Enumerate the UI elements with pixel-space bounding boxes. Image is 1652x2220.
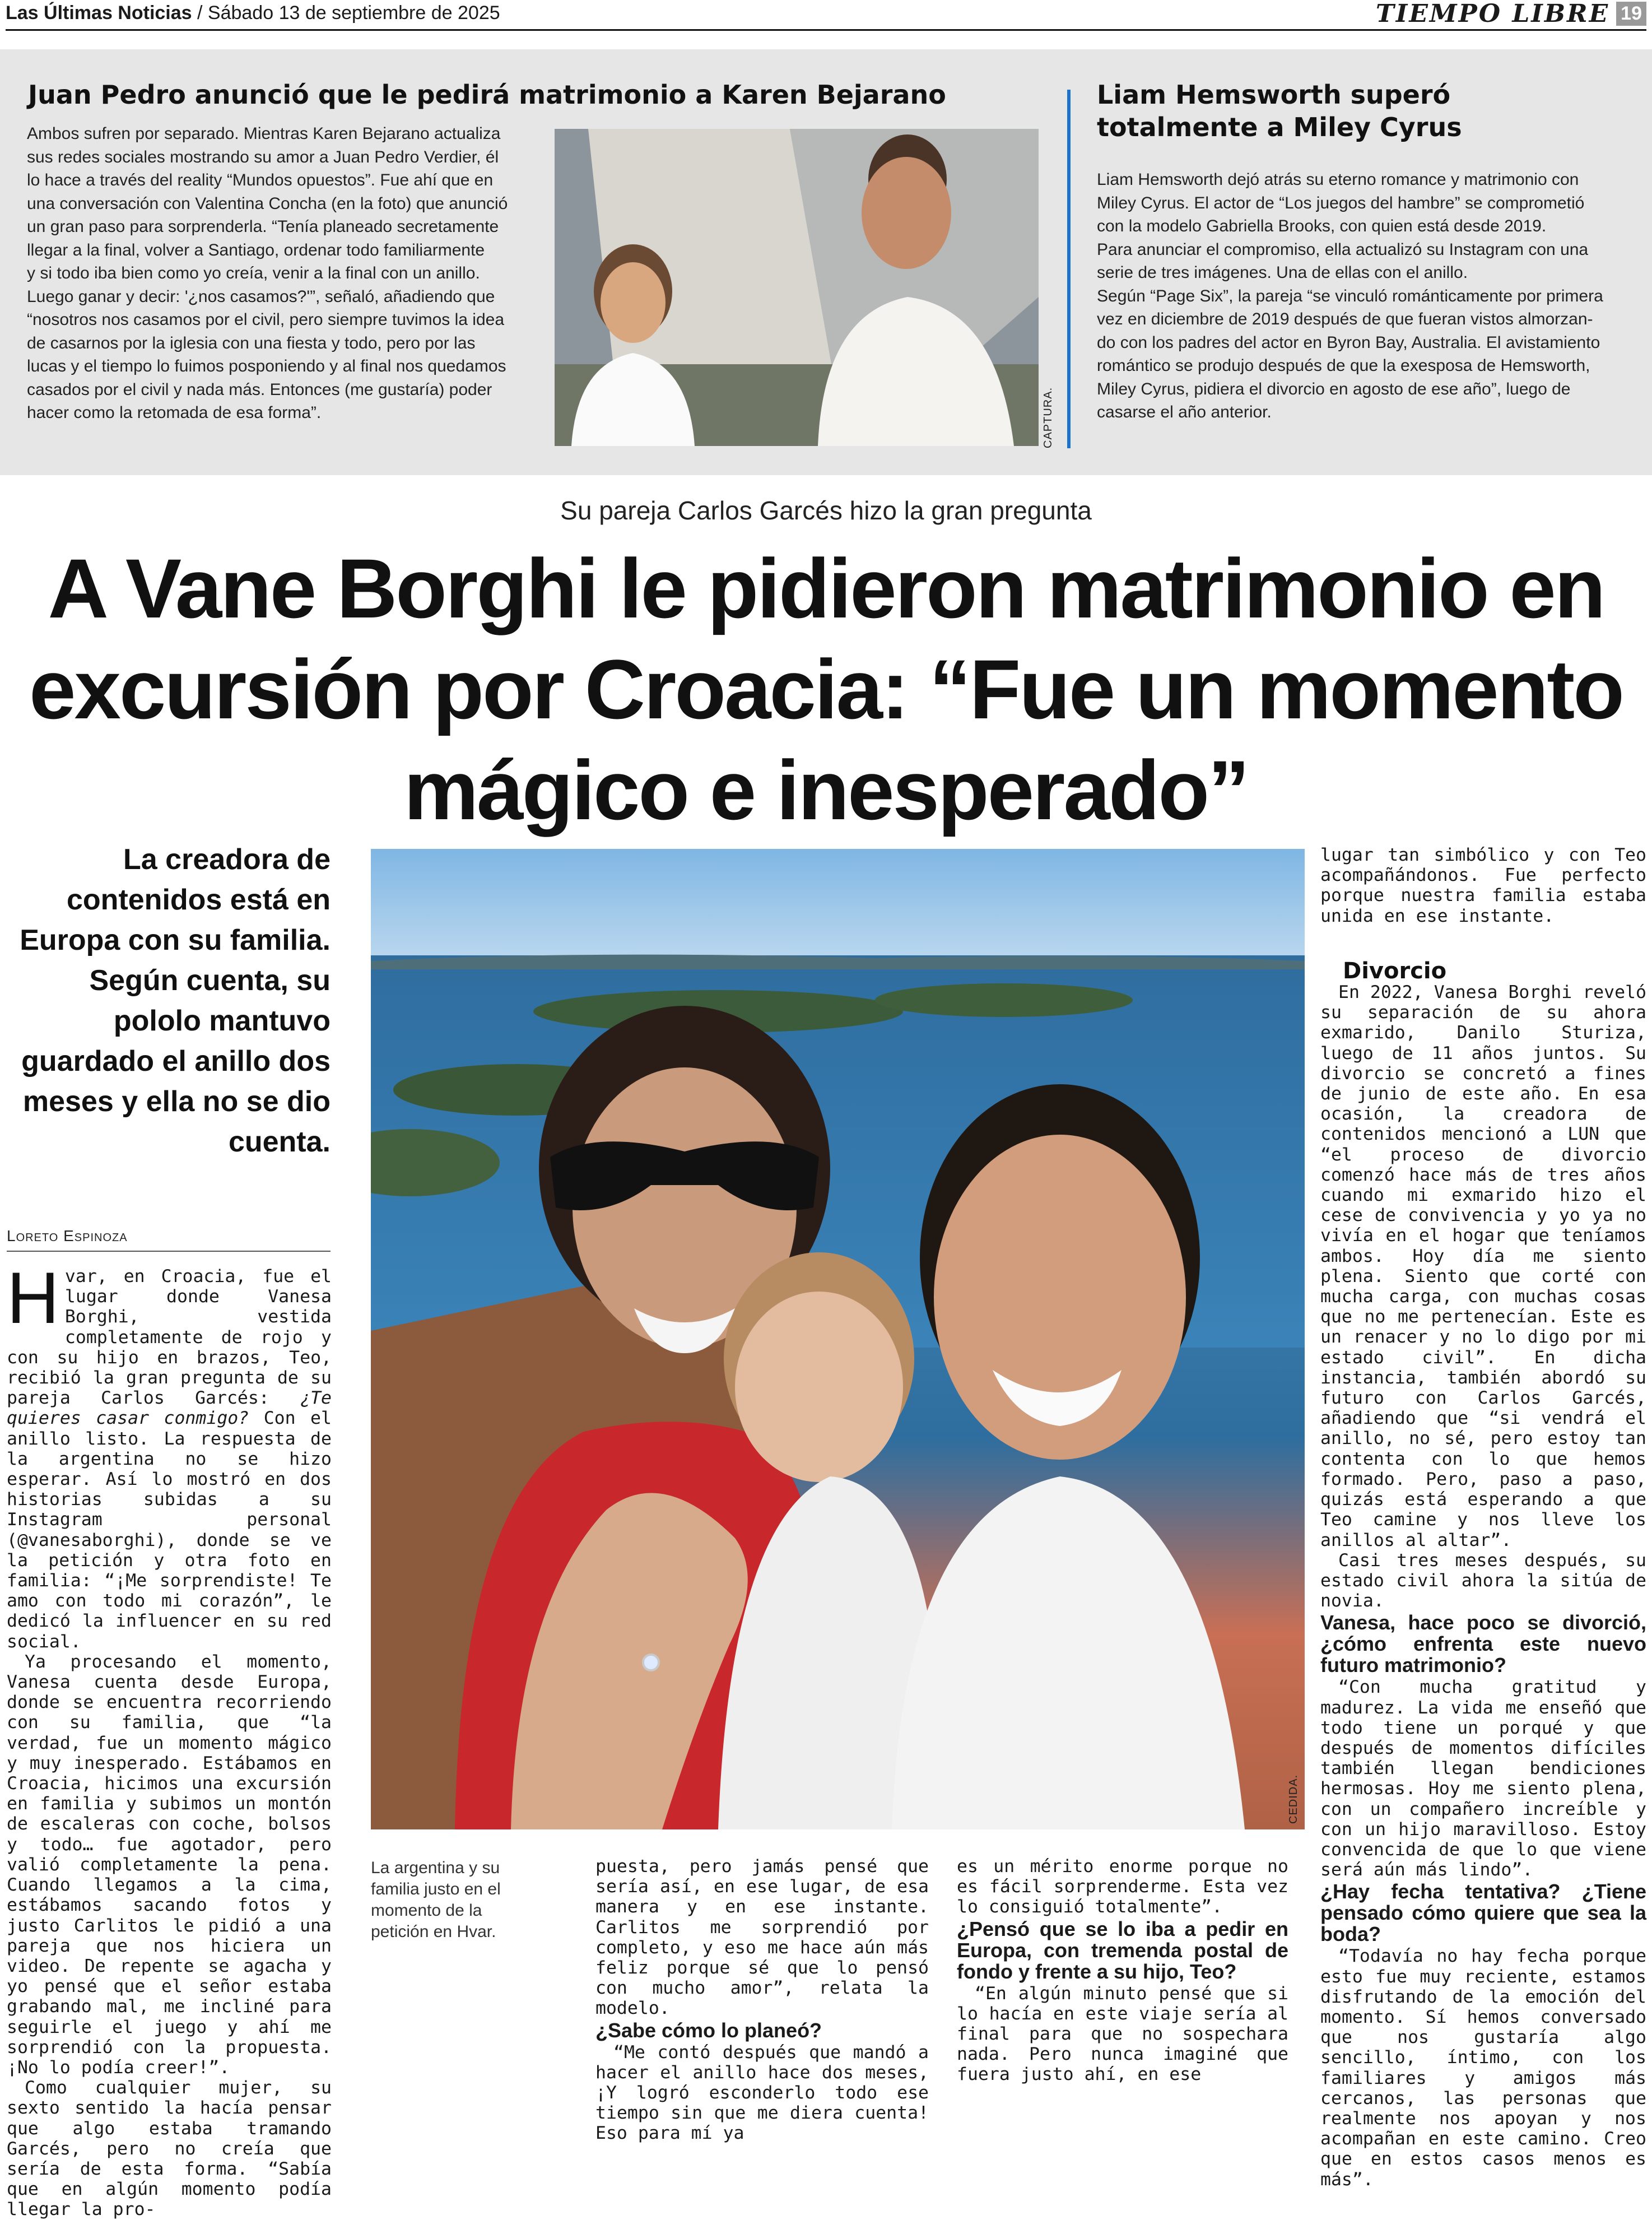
story2-line: Para anunciar el compromiso, ella actualizó su Instagram con una xyxy=(1097,240,1589,259)
story2-line: con la modelo Gabriella Brooks, con quien está desde 2019. xyxy=(1097,217,1547,235)
column-2 xyxy=(595,1856,929,2144)
main-headline xyxy=(0,538,1652,840)
story2-line: serie de tres imágenes. Una de ellas con el anillo. xyxy=(1097,263,1468,282)
story1-photo-art xyxy=(555,129,1039,446)
main-photo-art xyxy=(371,849,1305,1829)
story2-body xyxy=(1097,168,1618,424)
masthead-rule xyxy=(6,29,1646,31)
column-1 xyxy=(7,1257,332,2220)
issue-date: / Sábado 13 de septiembre de 2025 xyxy=(192,2,500,24)
col4-p3: Casi tres meses después, su estado civil ahora la sitúa de novia. xyxy=(1320,1550,1646,1611)
main-photo xyxy=(371,849,1305,1829)
col4-p4: “Con mucha gratitud y madurez. La vida me enseñó que todo tiene un porqué y que después de momentos difíciles también llegan bendiciones hermosas. Hoy me siento plena, con un compañero increíble y con un hijo maravilloso. Estoy convencida de que lo que viene será aún más lindo”. xyxy=(1320,1677,1646,1880)
headline-line3: mágico e inesperado” xyxy=(403,743,1249,837)
story1-line: Luego ganar y decir: '¿nos casamos?'”, señaló, añadiendo que xyxy=(27,287,495,306)
col2-p1: puesta, pero jamás pensé que sería así, en ese lugar, de esa manera y en ese instante. Carlitos me sorprendió por completo, y eso me hace aún más feliz porque sé que lo pensó con mucho amor”, relata la modelo. xyxy=(595,1856,929,2019)
masthead-left xyxy=(6,2,500,24)
col4-p5: “Todavía no hay fecha porque esto fue muy reciente, estamos disfrutando de la emoción del momento. Sí hemos conversado que nos gustaría algo sencillo, íntimo, con los familiares y amigos más cercanos, las personas que realmente nos apoyan y nos acompañan en este camino. Creo que en estos casos menos es más”. xyxy=(1320,1946,1646,2190)
story1-credit: CAPTURA. xyxy=(1042,387,1054,448)
col1-p1: var, en Croacia, fue el lugar donde Vanesa Borghi, vestida completamente de rojo y con su hijo en brazos, Teo, recibió la gran pregunta de su pareja Carlos Garcés: xyxy=(7,1266,332,1409)
story2-title-line1: Liam Hemsworth superó xyxy=(1097,80,1451,110)
page-number: 19 xyxy=(1616,2,1646,26)
col1-p3: Como cualquier mujer, su sexto sentido la hacía pensar que algo estaba tramando Garcés, pero no creía que sería de esta forma. “Sabía que en algún momento podía llegar la pro- xyxy=(7,2078,332,2220)
story1-line: sus redes sociales mostrando su amor a Juan Pedro Verdier, él xyxy=(27,147,499,166)
story1-line: y si todo iba bien como yo creía, venir a la final con un anillo. xyxy=(27,264,480,282)
story1-photo xyxy=(555,129,1039,446)
story1-line: casados por el civil y nada más. Entonces (me gustaría) poder xyxy=(27,380,492,399)
story-divider xyxy=(1067,90,1071,448)
story1-line: Ambos sufren por separado. Mientras Karen Bejarano actualiza xyxy=(27,124,501,143)
section-name: TIEMPO LIBRE xyxy=(1376,0,1610,28)
byline-rule xyxy=(7,1251,331,1252)
col3-p2: “En algún minuto pensé que si lo hacía en este viaje sería al final para que no sospechara nada. Pero nunca imaginé que fuera justo ahí, en ese xyxy=(957,1983,1288,2085)
headline-line1: A Vane Borghi le pidieron matrimonio en xyxy=(48,541,1604,635)
story2-line: Miley Cyrus, pidiera el divorcio en agosto de ese año”, luego de xyxy=(1097,379,1571,398)
col2-question: ¿Sabe cómo lo planeó? xyxy=(595,2018,822,2042)
main-kicker: Su pareja Carlos Garcés hizo la gran pregunta xyxy=(560,496,1092,525)
main-photo-credit: CEDIDA. xyxy=(1287,1774,1300,1824)
col1-question: ¿Te quieres casar conmigo? xyxy=(7,1388,332,1429)
paper-name: Las Últimas Noticias xyxy=(6,2,192,24)
story2-line: casarse el año anterior. xyxy=(1097,403,1272,421)
col1-p2: Ya procesando el momento, Vanesa cuenta desde Europa, donde se encuentra recorriendo con su familia, que “la verdad, fue un momento mágico y muy inesperado. Estábamos en Croacia, hicimos una excursión en familia y subimos un montón de escaleras con coche, bolsos y todo… fue agotador, pero valió completamente la pena. Cuando llegamos a la cima, estábamos sacando fotos y justo Carlitos le pidió a una pareja que nos hiciera un video. De repente se agacha y yo pensé que el señor estaba grabando mal, me incliné para seguirle el juego y ahí me sorprendió con la propuesta. ¡No lo podía creer!”. xyxy=(7,1651,332,2078)
story1-line: hacer como la retomada de esa forma”. xyxy=(27,403,322,422)
column-3 xyxy=(957,1856,1288,2085)
col1-p1b: Con el anillo listo. La respuesta de la argentina no se hizo esperar. Así lo mostró en dos historias subidas a su Instagram personal (@vanesaborghi), donde se ve la petición y otra foto en familia: “¡Me sorprendiste! Te amo con todo mi corazón”, le dedicó la influencer en su red social. xyxy=(7,1408,332,1652)
story1-line: una conversación con Valentina Concha (en la foto) que anunció xyxy=(27,194,508,213)
col2-p2: “Me contó después que mandó a hacer el anillo hace dos meses, ¡Y logró esconderlo todo ese tiempo sin que me diera cuenta! Eso para mí ya xyxy=(595,2042,929,2144)
col4-p2: En 2022, Vanesa Borghi reveló su separación de su ahora exmarido, Danilo Sturiza, luego de 11 años juntos. Su divorcio se concretó a fines de junio de este año. En esa ocasión, la creadora de contenidos mencionó a LUN que “el proceso de divorcio comenzó hace más de tres años cuando mi exmarido hizo el cese de convivencia y yo ya no vivía en el hogar que teníamos ambos. Hoy día me siento plena. Siento que corté con mucha carga, con muchas cosas que no me pertenecían. Este es un renacer y no lo digo por mi estado civil”. En dicha instancia, también abordó su futuro con Carlos Garcés, añadiendo que “si vendrá el anillo, no sé, pero estoy tan contenta con lo que hemos formado. Pero, paso a paso, quizás está esperando a que Teo camine y nos lleve los anillos al altar”. xyxy=(1320,982,1646,1550)
story2-title-line2: totalmente a Miley Cyrus xyxy=(1097,112,1462,142)
story2-line: Liam Hemsworth dejó atrás su eterno romance y matrimonio con xyxy=(1097,170,1579,189)
col4-p1: lugar tan simbólico y con Teo acompañándonos. Fue perfecto porque nuestra familia estaba unida en ese instante. xyxy=(1320,845,1646,926)
column-4 xyxy=(1320,845,1646,2190)
story2-line: do con los padres del actor en Byron Bay, Australia. El avistamiento xyxy=(1097,333,1600,352)
story1-title: Juan Pedro anunció que le pedirá matrimonio a Karen Bejarano xyxy=(28,80,946,110)
story1-line: de casarnos por la iglesia con una fiesta y todo, pero por las xyxy=(27,333,476,352)
story1-line: llegar a la final, volver a Santiago, ordenar todo familiarmente xyxy=(27,240,485,259)
col3-question: ¿Pensó que se lo iba a pedir en Europa, con tremenda postal de fondo y frente a su hijo, Teo? xyxy=(957,1917,1288,1983)
story1-line: un gran paso para sorprenderla. “Tenía planeado secretamente xyxy=(27,217,499,236)
story1-line: “nosotros nos casamos por el civil, pero siempre tuvimos la idea xyxy=(27,310,505,329)
story2-line: Miley Cyrus. El actor de “Los juegos del hambre” se comprometió xyxy=(1097,193,1585,212)
headline-line2: excursión por Croacia: “Fue un momento xyxy=(29,642,1623,736)
masthead-right xyxy=(1376,0,1646,27)
story1-line: lo hace a través del reality “Mundos opuestos”. Fue ahí que en xyxy=(27,171,494,189)
story1-body xyxy=(27,122,548,425)
col3-p1: es un mérito enorme porque no es fácil sorprenderme. Esta vez lo consiguió totalmente”. xyxy=(957,1856,1288,1917)
drop-cap: H xyxy=(7,1257,59,1339)
subhead-divorcio: Divorcio xyxy=(1343,958,1447,984)
lede: La creadora de contenidos está en Europa con su familia. Según cuenta, su pololo mantuvo guardado el anillo dos meses y ella no se dio cuenta. xyxy=(20,843,331,1158)
byline: Loreto Espinoza xyxy=(7,1227,128,1244)
col4-question1: Vanesa, hace poco se divorció, ¿cómo enfrenta este nuevo futuro matrimonio? xyxy=(1320,1611,1646,1677)
story1-line: lucas y el tiempo lo fuimos posponiendo y al final nos quedamos xyxy=(27,357,506,375)
col4-question2: ¿Hay fecha tentativa? ¿Tiene pensado cómo quiere que sea la boda? xyxy=(1320,1880,1646,1946)
photo-caption: La argentina y su familia justo en el momento de la petición en Hvar. xyxy=(371,1859,501,1941)
story2-line: Según “Page Six”, la pareja “se vinculó románticamente por primera xyxy=(1097,286,1603,305)
story2-line: vez en diciembre de 2019 después de que fueran vistos almorzan- xyxy=(1097,310,1593,328)
story2-line: romántico se produjo después de que la exesposa de Hemsworth, xyxy=(1097,356,1590,375)
story2-title xyxy=(1097,78,1601,143)
